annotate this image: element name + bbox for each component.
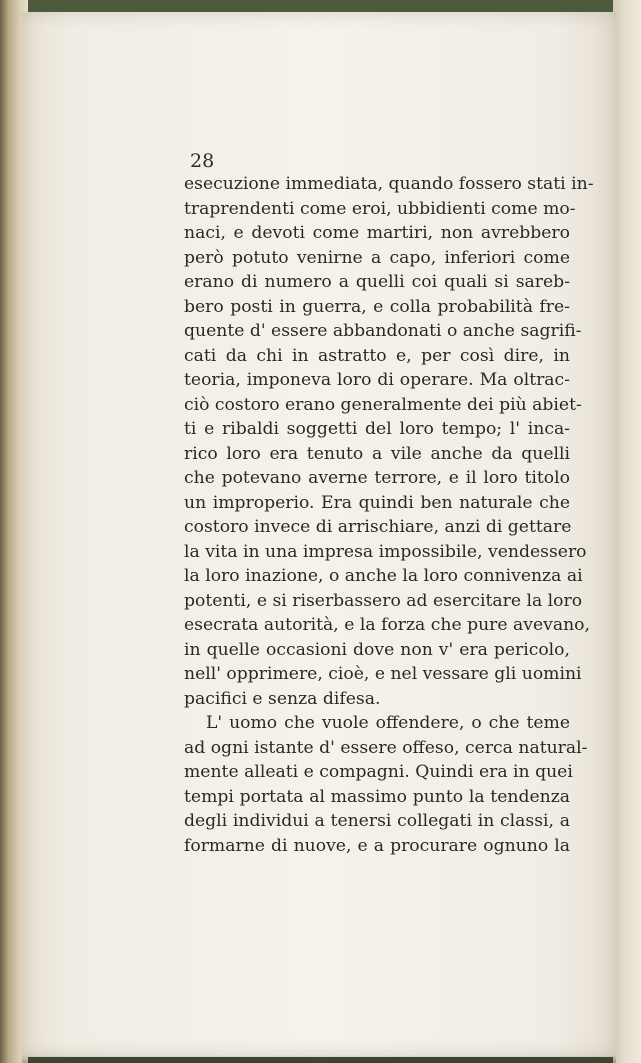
text-line: che potevano averne terrore, e il loro titolo bbox=[184, 468, 570, 488]
page-number: 28 bbox=[190, 150, 215, 172]
text-line: la loro inazione, o anche la loro connivenza ai bbox=[184, 566, 583, 586]
paragraph-end-line: pacifici e senza difesa. bbox=[184, 688, 381, 709]
text-line: mente alleati e compagni. Quindi era in quei bbox=[184, 762, 573, 782]
text-line: potenti, e si riserbassero ad esercitare la loro bbox=[184, 590, 583, 611]
page-bottom-shadow bbox=[22, 1055, 616, 1063]
text-line: però potuto venirne a capo, inferiori come bbox=[184, 247, 570, 268]
text-line: degli individui a tenersi collegati in classi, a bbox=[184, 811, 570, 831]
text-line: nell' opprimere, cioè, e nel vessare gli uomini bbox=[184, 664, 582, 684]
text-line: un improperio. Era quindi ben naturale che bbox=[184, 492, 570, 513]
text-line: rico loro era tenuto a vile anche da quelli bbox=[184, 443, 570, 464]
next-page-edge bbox=[613, 0, 641, 1063]
page-body-text bbox=[184, 172, 594, 858]
text-line: ciò costoro erano generalmente dei più abiet- bbox=[184, 394, 582, 415]
text-line: costoro invece di arrischiare, anzi di gettare bbox=[184, 517, 572, 537]
text-line: ti e ribaldi soggetti del loro tempo; l' inca- bbox=[184, 419, 570, 439]
text-line: esecrata autorità, e la forza che pure avevano, bbox=[184, 615, 590, 635]
text-line: esecuzione immediata, quando fossero stati in- bbox=[184, 174, 594, 194]
text-line: in quelle occasioni dove non v' era pericolo, bbox=[184, 639, 570, 660]
text-line: naci, e devoti come martiri, non avrebbero bbox=[184, 223, 570, 243]
text-line: ad ogni istante d' essere offeso, cerca natural- bbox=[184, 737, 588, 758]
text-line: traprendenti come eroi, ubbidienti come mo- bbox=[184, 198, 576, 219]
text-line: quente d' essere abbandonati o anche sagrifi- bbox=[184, 321, 582, 341]
paragraph-start-line: L' uomo che vuole offendere, o che teme bbox=[206, 713, 570, 733]
text-line: tempi portata al massimo punto la tendenza bbox=[184, 786, 570, 807]
text-line: teoria, imponeva loro di operare. Ma oltrac- bbox=[184, 370, 570, 390]
text-line: formarne di nuove, e a procurare ognuno la bbox=[184, 835, 570, 856]
text-line: la vita in una impresa impossibile, vendessero bbox=[184, 541, 587, 562]
text-line: cati da chi in astratto e, per così dire, in bbox=[184, 345, 570, 366]
text-line: bero posti in guerra, e colla probabilità fre- bbox=[184, 296, 570, 317]
text-line: erano di numero a quelli coi quali si sareb- bbox=[184, 272, 570, 292]
